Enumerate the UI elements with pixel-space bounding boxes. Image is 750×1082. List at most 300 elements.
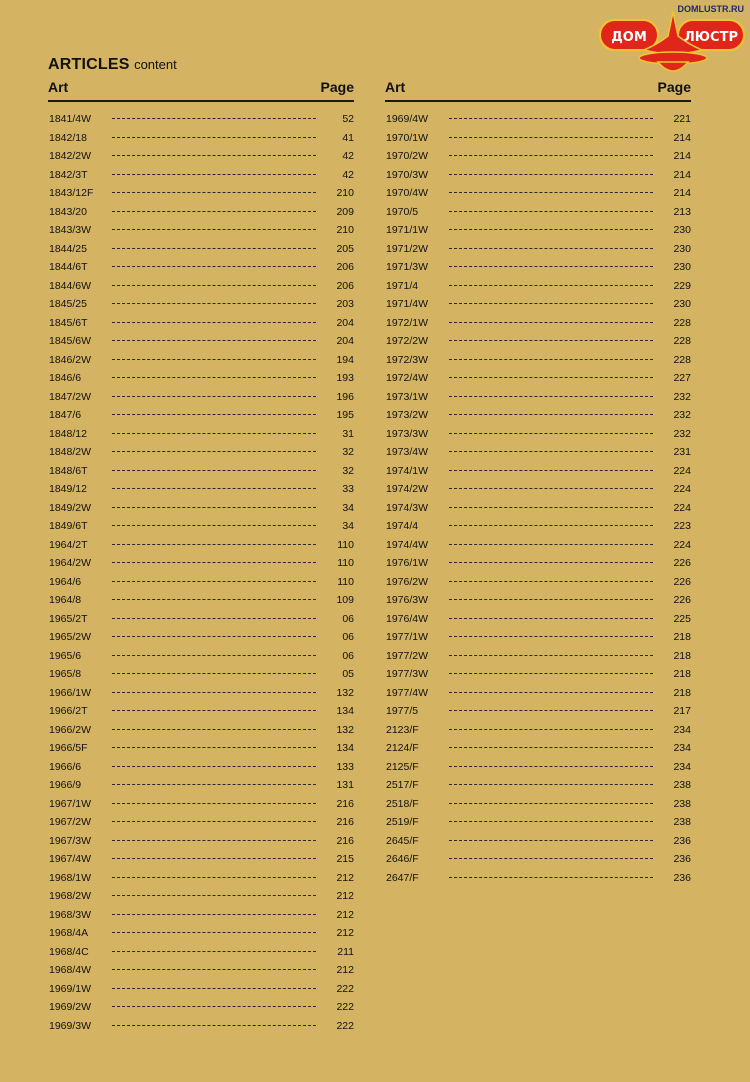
page-number: 226	[673, 557, 691, 569]
page-number: 217	[673, 705, 691, 717]
article-number: 1977/5	[386, 705, 419, 717]
article-number: 1844/6T	[49, 261, 88, 273]
dot-leader	[112, 877, 316, 878]
dot-leader	[112, 414, 316, 415]
index-row	[48, 443, 354, 462]
page-title	[48, 56, 177, 74]
dot-leader	[112, 525, 316, 526]
dot-leader	[449, 840, 653, 841]
page-number: 204	[336, 335, 354, 347]
article-number: 1977/2W	[386, 649, 429, 662]
article-number: 1842/18	[49, 131, 87, 144]
page-number: 229	[673, 279, 691, 292]
article-number: 1968/4W	[49, 964, 92, 976]
page-number: 227	[673, 372, 691, 384]
index-row	[48, 869, 354, 888]
index-row	[385, 499, 691, 518]
dot-leader	[112, 248, 316, 249]
index-row	[385, 591, 691, 610]
index-row	[48, 129, 354, 148]
index-row	[48, 628, 354, 647]
dot-leader	[112, 673, 316, 674]
page-number: 34	[342, 501, 354, 514]
dot-leader	[112, 747, 316, 748]
dot-leader	[449, 747, 653, 748]
index-row	[48, 517, 354, 536]
dot-leader	[449, 340, 653, 341]
page-number: 134	[336, 705, 354, 717]
index-row	[48, 739, 354, 758]
dot-leader	[112, 729, 316, 730]
index-row	[48, 610, 354, 629]
page-number: 33	[342, 483, 354, 495]
article-number: 1964/6	[49, 575, 82, 588]
article-number: 1964/2T	[49, 538, 88, 551]
index-row	[48, 369, 354, 388]
page-number: 133	[336, 760, 354, 773]
page-number: 06	[342, 649, 354, 662]
page-number: 231	[673, 446, 691, 458]
article-number: 1970/5	[386, 205, 419, 218]
index-row	[385, 665, 691, 684]
article-number: 1970/4W	[386, 187, 429, 199]
article-number: 2518/F	[386, 797, 419, 810]
page-number: 214	[673, 187, 691, 199]
article-number: 1967/4W	[49, 853, 92, 865]
page-number: 31	[342, 427, 354, 440]
index-row	[385, 850, 691, 869]
index-row	[48, 813, 354, 832]
page-number: 228	[673, 316, 691, 329]
page-number: 134	[336, 742, 354, 754]
page-number: 224	[673, 464, 691, 477]
page-number: 206	[336, 279, 354, 292]
article-number: 2647/F	[386, 871, 419, 884]
index-row	[48, 462, 354, 481]
dot-leader	[449, 303, 653, 304]
article-number: 1974/4	[386, 520, 419, 532]
article-number: 1972/1W	[386, 316, 429, 329]
dot-leader	[112, 340, 316, 341]
index-row	[385, 184, 691, 203]
dot-leader	[112, 433, 316, 434]
dot-leader	[449, 192, 653, 193]
index-row	[385, 369, 691, 388]
index-row	[48, 406, 354, 425]
page-number: 214	[673, 131, 691, 144]
dot-leader	[112, 821, 316, 822]
index-row	[48, 998, 354, 1017]
dot-leader	[112, 562, 316, 563]
page-number: 205	[336, 242, 354, 255]
index-row	[48, 647, 354, 666]
dot-leader	[112, 507, 316, 508]
page-number: 225	[673, 612, 691, 625]
dot-leader	[112, 1006, 316, 1007]
page-number: 226	[673, 594, 691, 606]
article-number: 1971/4	[386, 279, 419, 292]
index-row	[48, 887, 354, 906]
page-number: 132	[336, 723, 354, 736]
article-number: 1966/1W	[49, 686, 92, 699]
index-row	[48, 258, 354, 277]
article-number: 1848/12	[49, 427, 87, 440]
dot-leader	[112, 1025, 316, 1026]
index-row	[385, 314, 691, 333]
page-number: 236	[673, 853, 691, 865]
dot-leader	[112, 137, 316, 138]
dot-leader	[449, 377, 653, 378]
dot-leader	[112, 451, 316, 452]
dot-leader	[112, 766, 316, 767]
index-row	[48, 351, 354, 370]
page-number: 109	[336, 594, 354, 606]
index-row	[48, 295, 354, 314]
page-number: 211	[337, 945, 354, 958]
article-number: 1972/2W	[386, 335, 429, 347]
dot-leader	[449, 525, 653, 526]
dot-leader	[449, 562, 653, 563]
index-row	[48, 480, 354, 499]
article-number: 1970/1W	[386, 131, 429, 144]
article-number: 1849/12	[49, 483, 87, 495]
index-row	[385, 832, 691, 851]
page-number: 218	[673, 631, 691, 643]
article-number: 1965/6	[49, 649, 82, 662]
page-number: 209	[336, 205, 354, 218]
article-number: 1845/6W	[49, 335, 92, 347]
page-number: 42	[342, 150, 354, 162]
brand-logo[interactable]	[598, 4, 748, 74]
dot-leader	[112, 470, 316, 471]
article-number: 1974/4W	[386, 538, 429, 551]
article-number: 1848/2W	[49, 446, 92, 458]
article-number: 1971/3W	[386, 261, 429, 273]
article-number: 1967/3W	[49, 834, 92, 847]
article-number: 1976/4W	[386, 612, 429, 625]
article-number: 2646/F	[386, 853, 419, 865]
article-number: 1977/4W	[386, 686, 429, 699]
page-number: 212	[336, 871, 354, 884]
index-row	[48, 980, 354, 999]
page-number: 05	[342, 668, 354, 680]
article-number: 1964/2W	[49, 557, 92, 569]
index-row	[385, 554, 691, 573]
logo-word-left: ДОМ	[611, 30, 647, 45]
article-number: 1968/3W	[49, 908, 92, 921]
column-header	[385, 78, 691, 102]
index-row	[48, 906, 354, 925]
article-number: 1968/4C	[49, 945, 89, 958]
article-number: 1843/12F	[49, 187, 94, 199]
article-number: 1976/3W	[386, 594, 429, 606]
dot-leader	[449, 636, 653, 637]
index-row	[385, 776, 691, 795]
index-row	[385, 166, 691, 185]
article-number: 1966/6	[49, 760, 82, 773]
dot-leader	[112, 914, 316, 915]
article-number: 1973/2W	[386, 409, 429, 421]
page-number: 110	[337, 538, 354, 551]
dot-leader	[112, 618, 316, 619]
index-row	[385, 406, 691, 425]
index-column-left	[48, 78, 354, 1035]
index-row	[48, 332, 354, 351]
dot-leader	[112, 655, 316, 656]
dot-leader	[449, 470, 653, 471]
page-number: 206	[336, 261, 354, 273]
page-number: 213	[673, 205, 691, 218]
index-column-right	[385, 78, 691, 887]
article-number: 1973/3W	[386, 427, 429, 440]
index-row	[48, 203, 354, 222]
page-number: 222	[336, 1019, 354, 1032]
logo-word-right: ЛЮСТР	[684, 30, 738, 45]
page-number: 131	[336, 779, 354, 791]
dot-leader	[112, 858, 316, 859]
title-main: ARTICLES	[48, 56, 130, 73]
dot-leader	[449, 581, 653, 582]
article-number: 1966/5F	[49, 742, 88, 754]
article-number: 1974/1W	[386, 464, 429, 477]
page-number: 236	[673, 834, 691, 847]
page-number: 214	[673, 150, 691, 162]
dot-leader	[112, 285, 316, 286]
page-number: 228	[673, 335, 691, 347]
index-row	[385, 203, 691, 222]
dot-leader	[449, 285, 653, 286]
page-number: 232	[673, 427, 691, 440]
page-number: 212	[336, 964, 354, 976]
title-sub: content	[134, 57, 177, 72]
dot-leader	[112, 266, 316, 267]
page-number: 32	[342, 446, 354, 458]
dot-leader	[449, 322, 653, 323]
index-row	[48, 240, 354, 259]
dot-leader	[449, 414, 653, 415]
index-row	[48, 166, 354, 185]
page-number: 42	[342, 168, 354, 181]
article-number: 1971/2W	[386, 242, 429, 255]
index-row	[48, 277, 354, 296]
index-row	[385, 739, 691, 758]
article-number: 1842/3T	[49, 168, 88, 181]
article-number: 1968/2W	[49, 890, 92, 902]
page-header: Page	[320, 79, 354, 95]
page-number: 216	[336, 797, 354, 810]
dot-leader	[449, 858, 653, 859]
page-number: 230	[673, 298, 691, 310]
page-number: 222	[336, 1001, 354, 1013]
dot-leader	[449, 599, 653, 600]
dot-leader	[112, 951, 316, 952]
chandelier-logo-icon	[598, 10, 748, 76]
page-header: Page	[657, 79, 691, 95]
article-number: 1969/3W	[49, 1019, 92, 1032]
article-number: 1977/1W	[386, 631, 429, 643]
index-row	[48, 388, 354, 407]
article-number: 1844/25	[49, 242, 87, 255]
page-number: 238	[673, 816, 691, 828]
page-number: 212	[336, 890, 354, 902]
article-number: 2519/F	[386, 816, 419, 828]
article-number: 1972/3W	[386, 353, 429, 366]
dot-leader	[112, 988, 316, 989]
index-row	[385, 610, 691, 629]
dot-leader	[449, 692, 653, 693]
page-number: 203	[336, 298, 354, 310]
dot-leader	[449, 710, 653, 711]
page-number: 230	[673, 224, 691, 236]
art-header: Art	[385, 79, 406, 95]
article-number: 1846/6	[49, 372, 82, 384]
dot-leader	[112, 192, 316, 193]
index-row	[385, 647, 691, 666]
article-number: 1847/6	[49, 409, 82, 421]
index-row	[385, 295, 691, 314]
dot-leader	[112, 840, 316, 841]
index-rows-right	[385, 110, 691, 887]
dot-leader	[449, 396, 653, 397]
dot-leader	[112, 895, 316, 896]
index-row	[385, 702, 691, 721]
page-number: 226	[673, 575, 691, 588]
page-number: 216	[336, 816, 354, 828]
article-number: 1976/1W	[386, 557, 429, 569]
page-number: 193	[336, 372, 354, 384]
index-row	[48, 684, 354, 703]
article-number: 1844/6W	[49, 279, 92, 292]
page-number: 234	[673, 723, 691, 736]
article-number: 1966/2T	[49, 705, 88, 717]
index-row	[48, 943, 354, 962]
page-number: 212	[336, 908, 354, 921]
dot-leader	[112, 969, 316, 970]
page-number: 228	[673, 353, 691, 366]
page-number: 215	[336, 853, 354, 865]
index-row	[385, 536, 691, 555]
index-row	[48, 702, 354, 721]
dot-leader	[449, 784, 653, 785]
page-number: 224	[673, 501, 691, 514]
article-number: 1845/6T	[49, 316, 88, 329]
index-row	[48, 314, 354, 333]
article-number: 1969/1W	[49, 982, 92, 995]
dot-leader	[449, 877, 653, 878]
dot-leader	[112, 581, 316, 582]
dot-leader	[112, 396, 316, 397]
page-number: 52	[342, 113, 354, 125]
article-number: 1841/4W	[49, 113, 92, 125]
dot-leader	[449, 655, 653, 656]
index-row	[385, 573, 691, 592]
dot-leader	[112, 229, 316, 230]
article-number: 1846/2W	[49, 353, 92, 366]
index-row	[385, 628, 691, 647]
article-number: 1845/25	[49, 298, 87, 310]
page-number: 212	[336, 927, 354, 939]
index-row	[385, 721, 691, 740]
dot-leader	[449, 673, 653, 674]
index-row	[48, 924, 354, 943]
page-number: 210	[336, 187, 354, 199]
index-row	[48, 850, 354, 869]
page-number: 234	[673, 742, 691, 754]
dot-leader	[449, 229, 653, 230]
article-number: 1970/2W	[386, 150, 429, 162]
index-row	[385, 758, 691, 777]
page-number: 230	[673, 261, 691, 273]
dot-leader	[449, 488, 653, 489]
article-number: 1843/3W	[49, 224, 92, 236]
page-number: 221	[673, 113, 691, 125]
page-number: 110	[337, 557, 354, 569]
index-row	[48, 591, 354, 610]
dot-leader	[112, 544, 316, 545]
dot-leader	[449, 266, 653, 267]
index-row	[385, 517, 691, 536]
dot-leader	[112, 118, 316, 119]
article-number: 1848/6T	[49, 464, 88, 477]
article-number: 1973/1W	[386, 390, 429, 403]
page-number: 06	[342, 612, 354, 625]
dot-leader	[449, 507, 653, 508]
article-number: 1967/2W	[49, 816, 92, 828]
index-row	[48, 665, 354, 684]
art-header: Art	[48, 79, 69, 95]
index-rows-left	[48, 110, 354, 1035]
page-number: 236	[673, 871, 691, 884]
logo-url[interactable]: DOMLUSTR.RU	[677, 4, 744, 14]
article-number: 1976/2W	[386, 575, 429, 588]
dot-leader	[112, 784, 316, 785]
article-number: 1969/4W	[386, 113, 429, 125]
dot-leader	[449, 618, 653, 619]
index-row	[385, 795, 691, 814]
dot-leader	[449, 155, 653, 156]
page-number: 230	[673, 242, 691, 255]
page-number: 223	[673, 520, 691, 532]
dot-leader	[449, 359, 653, 360]
index-row	[48, 554, 354, 573]
article-number: 1973/4W	[386, 446, 429, 458]
page-number: 34	[342, 520, 354, 532]
index-row	[385, 351, 691, 370]
dot-leader	[449, 248, 653, 249]
dot-leader	[449, 451, 653, 452]
index-row	[48, 776, 354, 795]
index-row	[385, 240, 691, 259]
article-number: 2124/F	[386, 742, 419, 754]
article-number: 1965/8	[49, 668, 82, 680]
dot-leader	[112, 599, 316, 600]
dot-leader	[112, 174, 316, 175]
article-number: 1968/1W	[49, 871, 92, 884]
index-row	[385, 443, 691, 462]
index-row	[48, 221, 354, 240]
index-row	[48, 499, 354, 518]
page-number: 218	[673, 649, 691, 662]
page-number: 238	[673, 779, 691, 791]
article-number: 1847/2W	[49, 390, 92, 403]
page-number: 194	[336, 353, 354, 366]
article-number: 1967/1W	[49, 797, 92, 810]
dot-leader	[112, 692, 316, 693]
article-number: 1966/2W	[49, 723, 92, 736]
index-row	[385, 332, 691, 351]
page-number: 214	[673, 168, 691, 181]
index-row	[385, 425, 691, 444]
